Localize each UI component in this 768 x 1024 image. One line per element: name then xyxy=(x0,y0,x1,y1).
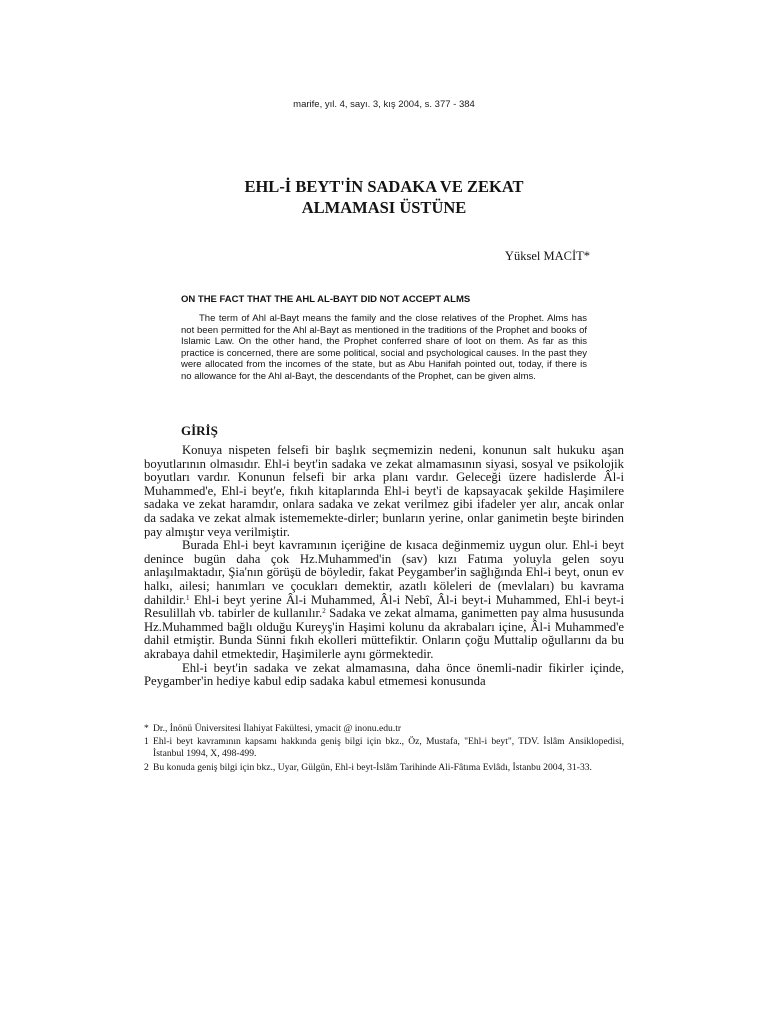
journal-citation: marife, yıl. 4, sayı. 3, kış 2004, s. 377 - 384 xyxy=(293,99,475,110)
footnote-author xyxy=(144,723,624,735)
footnotes xyxy=(144,723,624,775)
footnote-ref-1: 1 xyxy=(185,593,190,602)
body-paragraph-1: Konuya nispeten felsefi bir başlık seçmemizin nedeni, konunun salt hukuku aşan boyutlarının olmasıdır. Ehl-i beyt'in sadaka ve zekat almamasının siyasi, sosyal ve psikolojik boyutları vardır. Konunun felsefi bir arka planı vardır. Geleceği üzere hadislerde Âl-i Muhammed'e, Ehl-i beyt'e, fıkıh kitaplarında Ehl-i beyt'i de kapsayacak şekilde Haşimilere sadaka ve zekat haramdır, onlara sadaka ve zekat verilmez gibi ifadeler yer alır, ancak onlar da sadaka ve zekat almak istememekte-dirler; bunların yerine, onlar ganimetin beşte birinden pay almıştır veya verilmiştir. xyxy=(144,443,624,539)
abstract-heading: ON THE FACT THAT THE AHL AL-BAYT DID NOT ACCEPT ALMS xyxy=(181,294,471,305)
footnote-text: Bu konuda geniş bilgi için bkz., Uyar, Gülgün, Ehl-i beyt-İslâm Tarihinde Ali-Fâtıma Evlâdı, İstanbu 2004, 31-33. xyxy=(153,761,592,773)
paragraph-2-text-c: Sadaka ve zekat almama, ganimetten pay alma hususunda Hz.Muhammed bağlı olduğu Kureyş'in Haşimi kolunu da akrabaları içine, Âl-i Muhammed'e dahil etmiştir. Bunda Sünni fıkıh ekolleri müttefiktir. Onların çoğu Muttalip oğullarını da bu akrabaya dahil etmektedir, Haşimilerle aynı görmektedir. xyxy=(144,606,624,661)
footnote-text: Ehl-i beyt kavramının kapsamı hakkında geniş bilgi için bkz., Öz, Mustafa, "Ehl-i beyt", TDV. İslâm Ansiklopedisi, İstanbul 1994, X, 498-499. xyxy=(153,736,624,760)
footnote-marker: 1 xyxy=(144,736,149,748)
abstract-text: The term of Ahl al-Bayt means the family and the close relatives of the Prophet. Alms has not been permitted for the Ahl al-Bayt as mentioned in the traditions of the Prophet and books of Islamic Law. On the other hand, the Prophet conferred share of loot on them. As far as this practice is concerned, there are some political, social and psychological causes. In the past they were allocated from the incomes of the state, but as Abu Hanifah pointed out, today, if there is no allowance for the Ahl al-Bayt, the descendants of the Prophet, can be given alms. xyxy=(181,313,587,382)
footnote-2 xyxy=(144,762,624,774)
article-title xyxy=(0,176,768,218)
footnote-1 xyxy=(144,736,624,760)
title-line-2: ALMAMASI ÜSTÜNE xyxy=(301,198,467,217)
footnote-ref-2: 2 xyxy=(322,607,326,616)
footnote-text: Dr., İnönü Üniversitesi İlahiyat Fakültesi, ymacit @ inonu.edu.tr xyxy=(153,723,402,734)
body-paragraph-2 xyxy=(144,539,624,661)
footnote-marker: * xyxy=(144,723,149,734)
paragraph-2-text-a: Burada Ehl-i beyt kavramının içeriğine de kısaca değinmemiz uygun olur. Ehl-i beyt denince bugün daha çok Hz.Muhammed'in (sav) kızı Fatıma yoluyla gelen soyu anlaşılmaktadır, Şia'nın görüşü de böyledir, fakat Peygamber'in sağlığında Ehl-i beyt, onun ev halkı, ailesi; hanımları ve çocukları demektir, azatlı köleleri de (mevlaları) bu kavrama dahildir. xyxy=(144,538,624,607)
section-heading: GİRİŞ xyxy=(181,423,218,438)
footnote-marker: 2 xyxy=(144,761,149,773)
author-name: Yüksel MACİT* xyxy=(504,249,590,263)
paragraph-2-text-b: Ehl-i beyt yerine Âl-i Muhammed, Âl-i Nebî, Âl-i beyt-i Muhammed, Ehl-i beyt-i Resulillah vb. tabirler de kullanılır. xyxy=(144,592,624,621)
body-paragraph-3: Ehl-i beyt'in sadaka ve zekat almamasına, daha önce önemli-nadir fikirler içinde, Peygamber'in hediye kabul edip sadaka kabul etmemesi konusunda xyxy=(144,660,624,689)
article-body xyxy=(144,444,624,689)
title-line-1: EHL-İ BEYT'İN SADAKA VE ZEKAT xyxy=(244,177,524,196)
